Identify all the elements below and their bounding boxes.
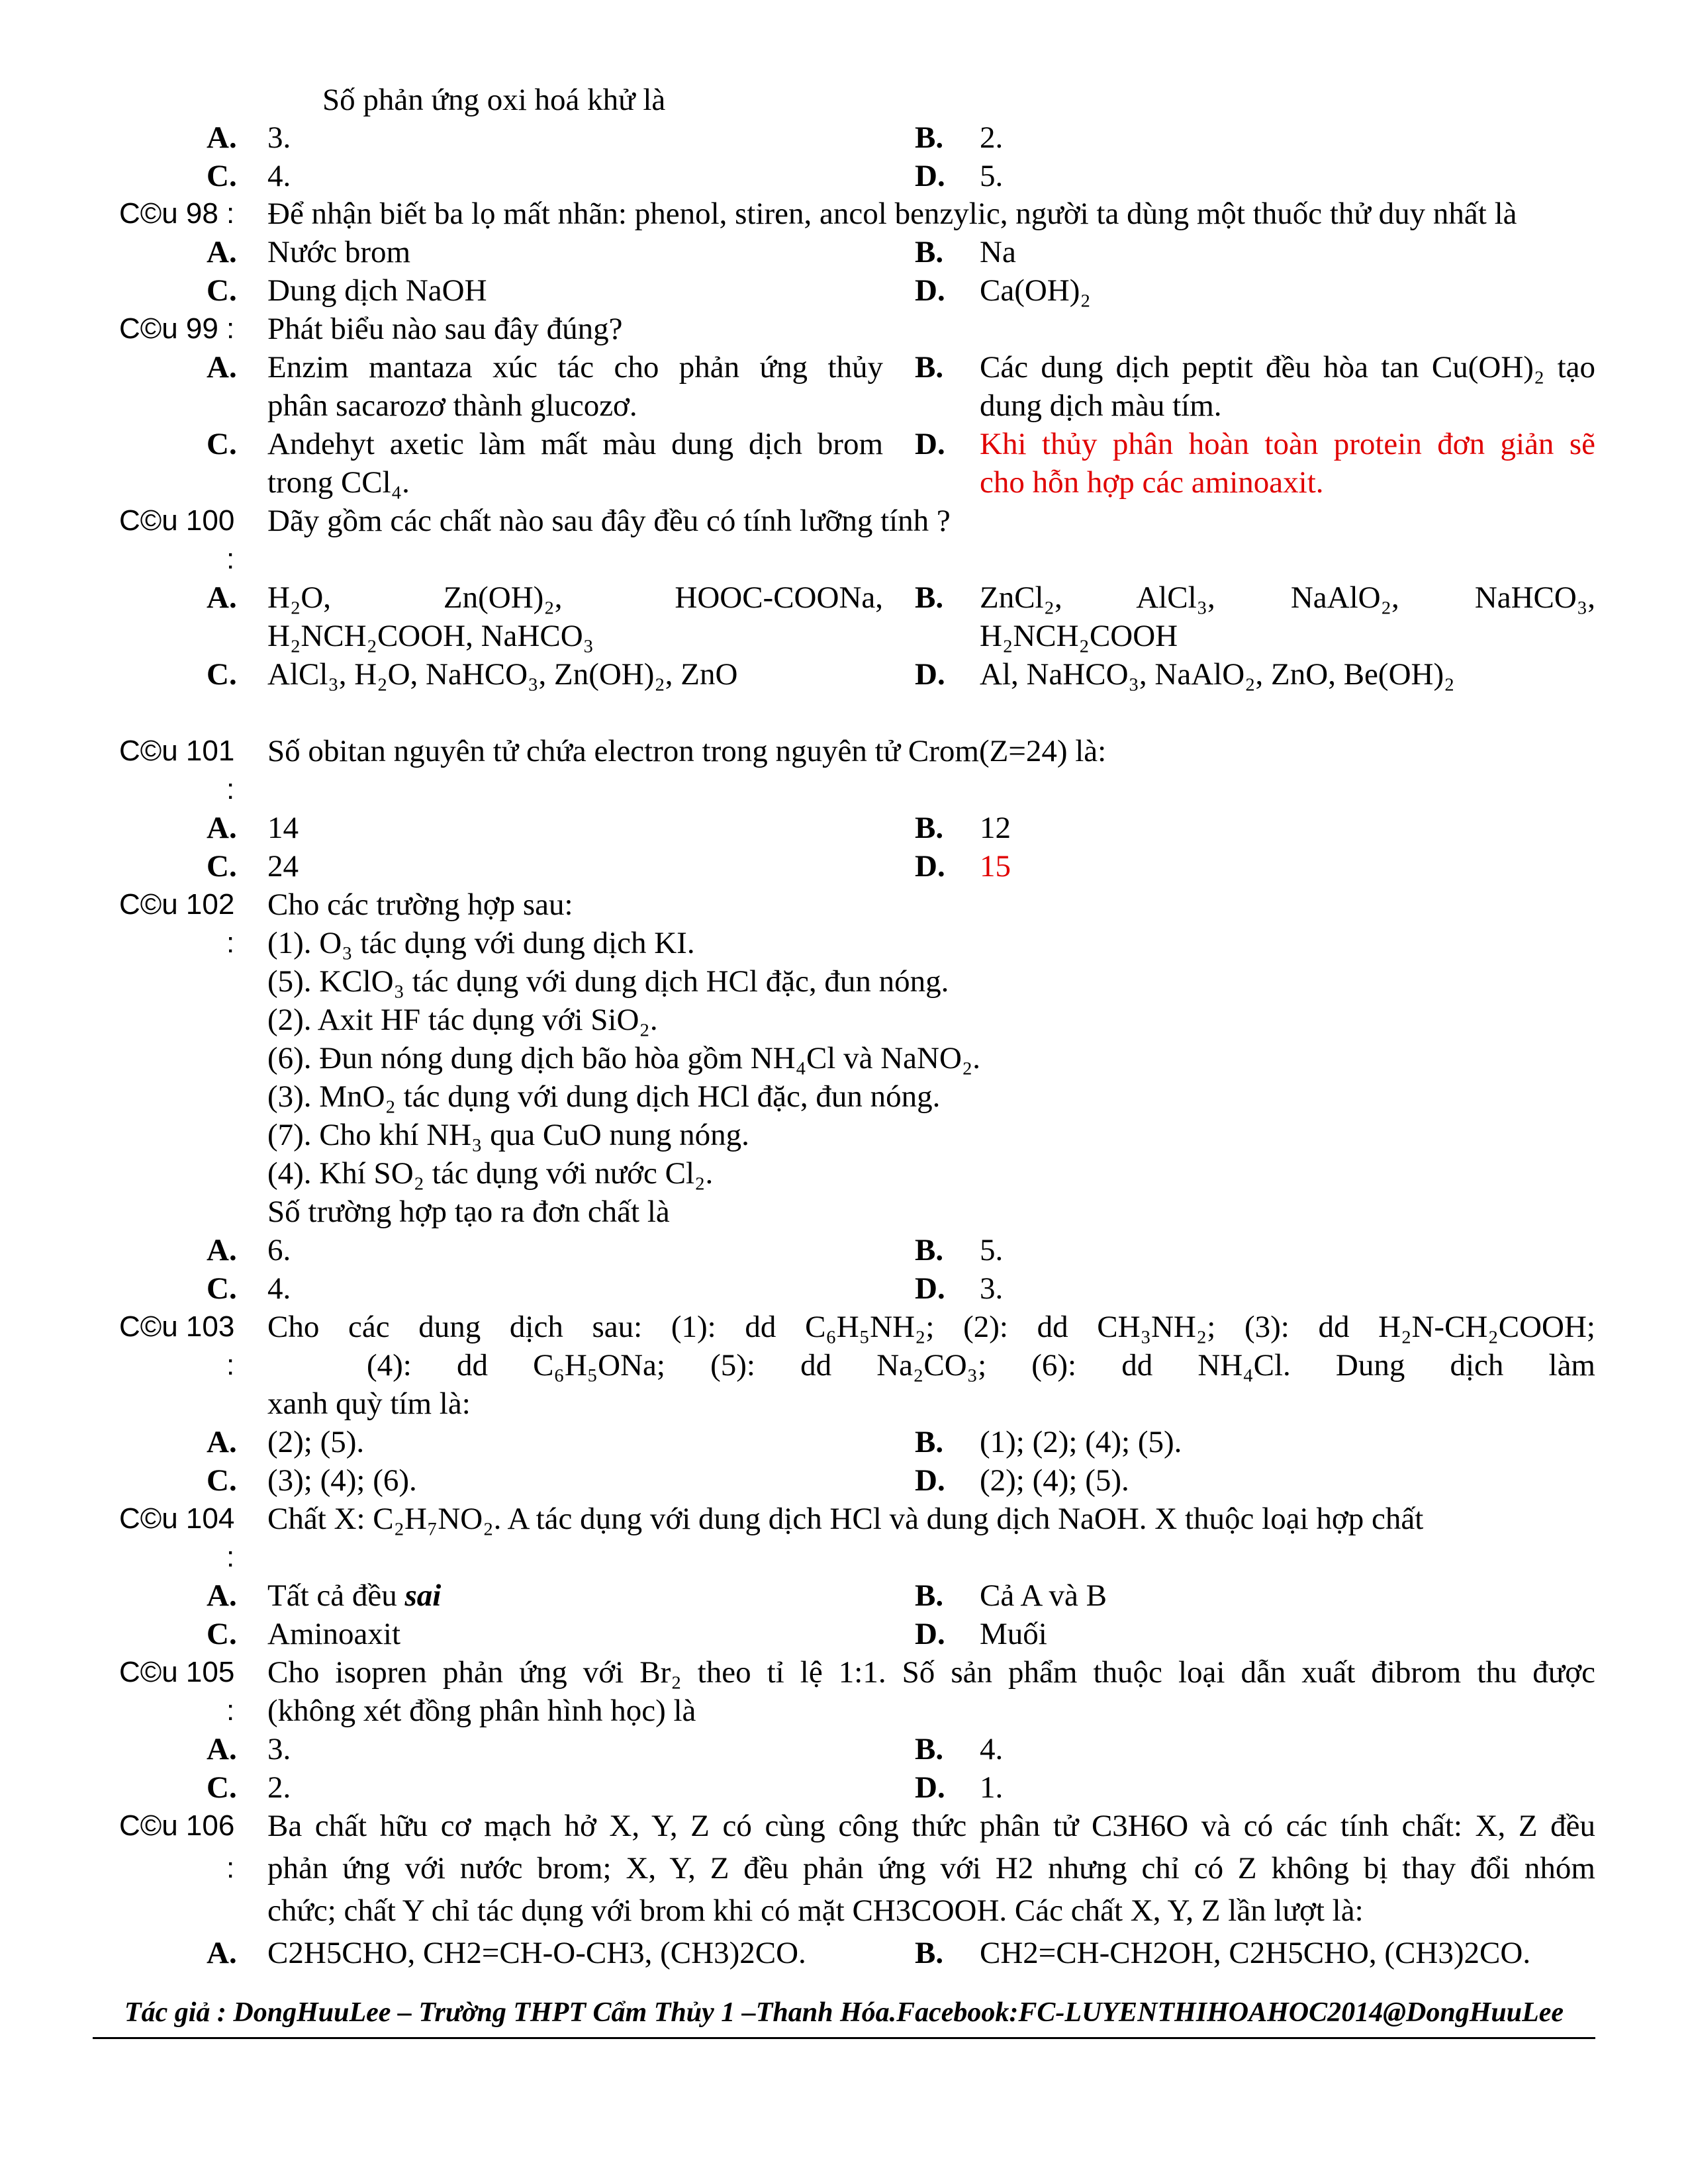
q101-label-b: B. bbox=[915, 811, 944, 845]
q103-number: C©u 103 bbox=[119, 1310, 235, 1343]
q105-option-a: 3. bbox=[267, 1732, 291, 1766]
q103-option-c: (3); (4); (6). bbox=[267, 1463, 417, 1498]
q101-option-c: 24 bbox=[267, 849, 299, 884]
q102-item: (4). Khí SO₂ tác dụng với nước Cl₂. bbox=[267, 1156, 714, 1191]
q100-number: C©u 100 bbox=[119, 504, 235, 537]
q103-option-d: (2); (4); (5). bbox=[980, 1463, 1129, 1498]
q99-label-a: A. bbox=[207, 350, 237, 385]
q97-label-a: A. bbox=[207, 120, 237, 155]
q102-question: Cho các trường hợp sau: bbox=[267, 887, 573, 922]
q99-question: Phát biểu nào sau đây đúng? bbox=[267, 312, 623, 346]
q105-label-a: A. bbox=[207, 1732, 237, 1766]
q97-option-d: 5. bbox=[980, 159, 1004, 193]
q104-colon: : bbox=[226, 1541, 235, 1573]
q102-option-b: 5. bbox=[980, 1233, 1004, 1267]
q105-line1: Cho isopren phản ứng với Br₂ theo tỉ lệ 1:1. Số sản phẩm thuộc loại dẫn xuất đibrom thu được bbox=[267, 1655, 1595, 1690]
q104-number: C©u 104 bbox=[119, 1502, 235, 1535]
q105-label-d: D. bbox=[915, 1770, 945, 1805]
q99-option-a-line1: Enzim mantaza xúc tác cho phản ứng thủy bbox=[267, 350, 883, 385]
q105-line2: (không xét đồng phân hình học) là bbox=[267, 1694, 696, 1728]
q104-question: Chất X: C₂H₇NO₂. A tác dụng với dung dịch HCl và dung dịch NaOH. X thuộc loại hợp chất bbox=[267, 1502, 1424, 1536]
q103-option-a: (2); (5). bbox=[267, 1425, 365, 1459]
q100-label-b: B. bbox=[915, 580, 944, 615]
q105-colon: : bbox=[226, 1694, 235, 1727]
q104-option-a-emphasis: sai bbox=[404, 1578, 442, 1613]
q97-tail: Số phản ứng oxi hoá khử là bbox=[322, 83, 666, 117]
q98-question: Để nhận biết ba lọ mất nhãn: phenol, stiren, ancol benzylic, người ta dùng một thuốc thử duy nhất là bbox=[267, 197, 1517, 231]
q106-label-a: A. bbox=[207, 1936, 237, 1970]
q98-option-c: Dung dịch NaOH bbox=[267, 273, 487, 308]
q98-label-b: B. bbox=[915, 235, 944, 269]
q99-option-b-line2: dung dịch màu tím. bbox=[980, 388, 1222, 423]
q102-option-a: 6. bbox=[267, 1233, 291, 1267]
q101-label-c: C. bbox=[207, 849, 237, 884]
q103-label-d: D. bbox=[915, 1463, 945, 1498]
q104-option-d: Muối bbox=[980, 1617, 1047, 1651]
q104-label-b: B. bbox=[915, 1578, 944, 1613]
q100-colon: : bbox=[226, 543, 235, 575]
q103-line3: xanh quỳ tím là: bbox=[267, 1387, 471, 1421]
q105-option-d: 1. bbox=[980, 1770, 1004, 1805]
q100-label-c: C. bbox=[207, 657, 237, 692]
q97-label-b: B. bbox=[915, 120, 944, 155]
q102-item: (6). Đun nóng dung dịch bão hòa gồm NH₄Cl và NaNO₂. bbox=[267, 1041, 981, 1075]
q100-option-a-line1: H₂O, Zn(OH)₂, HOOC-COONa, bbox=[267, 580, 883, 615]
q102-item: (3). MnO₂ tác dụng với dung dịch HCl đặc, đun nóng. bbox=[267, 1079, 941, 1114]
q98-label-a: A. bbox=[207, 235, 237, 269]
q103-colon: : bbox=[226, 1349, 235, 1381]
q106-number: C©u 106 bbox=[119, 1809, 235, 1842]
q105-label-c: C. bbox=[207, 1770, 237, 1805]
q106-colon: : bbox=[226, 1852, 235, 1884]
q106-option-b: CH2=CH-CH2OH, C2H5CHO, (CH3)2CO. bbox=[980, 1936, 1531, 1970]
q100-option-a-line2: H₂NCH₂COOH, NaHCO₃ bbox=[267, 619, 594, 653]
q104-option-b: Cả A và B bbox=[980, 1578, 1107, 1613]
q102-item: (5). KClO₃ tác dụng với dung dịch HCl đặc, đun nóng. bbox=[267, 964, 949, 999]
q103-label-b: B. bbox=[915, 1425, 944, 1459]
q100-label-d: D. bbox=[915, 657, 945, 692]
q101-question: Số obitan nguyên tử chứa electron trong nguyên tử Crom(Z=24) là: bbox=[267, 734, 1107, 768]
q101-label-a: A. bbox=[207, 811, 237, 845]
q102-option-c: 4. bbox=[267, 1271, 291, 1306]
q99-label-c: C. bbox=[207, 427, 237, 461]
q98-number: C©u 98 : bbox=[119, 197, 235, 230]
q99-number: C©u 99 : bbox=[119, 312, 235, 345]
q104-option-a bbox=[267, 1576, 441, 1615]
q102-label-c: C. bbox=[207, 1271, 237, 1306]
q100-option-b-line1: ZnCl₂, AlCl₃, NaAlO₂, NaHCO₃, bbox=[980, 580, 1595, 615]
q102-label-a: A. bbox=[207, 1233, 237, 1267]
q106-label-b: B. bbox=[915, 1936, 944, 1970]
q102-label-b: B. bbox=[915, 1233, 944, 1267]
q99-option-d-line1: Khi thủy phân hoàn toàn protein đơn giản sẽ bbox=[980, 427, 1595, 461]
q102-colon: : bbox=[226, 927, 235, 959]
q98-option-d: Ca(OH)₂ bbox=[980, 273, 1091, 308]
q106-option-a: C2H5CHO, CH2=CH-O-CH3, (CH3)2CO. bbox=[267, 1936, 806, 1970]
q98-option-a: Nước brom bbox=[267, 235, 411, 269]
q97-option-a: 3. bbox=[267, 120, 291, 155]
q104-label-d: D. bbox=[915, 1617, 945, 1651]
q100-label-a: A. bbox=[207, 580, 237, 615]
q101-colon: : bbox=[226, 773, 235, 805]
q99-label-b: B. bbox=[915, 350, 944, 385]
q99-option-d-line2: cho hỗn hợp các aminoaxit. bbox=[980, 465, 1324, 500]
q100-option-c: AlCl₃, H₂O, NaHCO₃, Zn(OH)₂, ZnO bbox=[267, 657, 738, 692]
q100-option-b-line2: H₂NCH₂COOH bbox=[980, 619, 1178, 653]
q102-item: (1). O₃ tác dụng với dung dịch KI. bbox=[267, 926, 695, 960]
q106-line1: Ba chất hữu cơ mạch hở X, Y, Z có cùng công thức phân tử C3H6O và có các tính chất: X, Z đều bbox=[267, 1809, 1595, 1843]
q99-label-d: D. bbox=[915, 427, 945, 461]
q104-label-a: A. bbox=[207, 1578, 237, 1613]
q104-option-a-text: Tất cả đều bbox=[267, 1578, 405, 1613]
q105-option-c: 2. bbox=[267, 1770, 291, 1805]
q105-label-b: B. bbox=[915, 1732, 944, 1766]
q102-option-d: 3. bbox=[980, 1271, 1004, 1306]
q97-label-d: D. bbox=[915, 159, 945, 193]
q98-label-c: C. bbox=[207, 273, 237, 308]
footer-rule bbox=[93, 2037, 1595, 2039]
q101-option-b: 12 bbox=[980, 811, 1011, 845]
q102-item: (2). Axit HF tác dụng với SiO₂. bbox=[267, 1003, 658, 1037]
q101-option-d: 15 bbox=[980, 849, 1011, 884]
q97-option-b: 2. bbox=[980, 120, 1004, 155]
q100-question: Dãy gồm các chất nào sau đây đều có tính lưỡng tính ? bbox=[267, 504, 951, 538]
q99-option-b-line1: Các dung dịch peptit đều hòa tan Cu(OH)₂ tạo bbox=[980, 350, 1595, 385]
q103-option-b: (1); (2); (4); (5). bbox=[980, 1425, 1182, 1459]
q102-number: C©u 102 bbox=[119, 888, 235, 921]
q99-option-a-line2: phân sacarozơ thành glucozơ. bbox=[267, 388, 637, 423]
q105-number: C©u 105 bbox=[119, 1656, 235, 1688]
q101-number: C©u 101 bbox=[119, 735, 235, 767]
q104-option-c: Aminoaxit bbox=[267, 1617, 401, 1651]
page-footer: Tác giả : DongHuuLee – Trường THPT Cẩm Thủy 1 –Thanh Hóa.Facebook:FC-LUYENTHIHOAHOC2014@DongHuuLee bbox=[124, 1997, 1564, 2028]
q102-label-d: D. bbox=[915, 1271, 945, 1306]
q97-label-c: C. bbox=[207, 159, 237, 193]
q97-option-c: 4. bbox=[267, 159, 291, 193]
q102-item: (7). Cho khí NH₃ qua CuO nung nóng. bbox=[267, 1118, 749, 1152]
q105-option-b: 4. bbox=[980, 1732, 1004, 1766]
q101-option-a: 14 bbox=[267, 811, 299, 845]
q103-line2: (4): dd C₆H₅ONa; (5): dd Na₂CO₃; (6): dd NH₄Cl. Dung dịch làm bbox=[367, 1348, 1595, 1383]
q103-line1: Cho các dung dịch sau: (1): dd C₆H₅NH₂; (2): dd CH₃NH₂; (3): dd H₂N-CH₂COOH; bbox=[267, 1310, 1595, 1344]
q106-line3: chức; chất Y chỉ tác dụng với brom khi có mặt CH3COOH. Các chất X, Y, Z lần lượt là: bbox=[267, 1893, 1364, 1928]
q98-label-d: D. bbox=[915, 273, 945, 308]
q98-option-b: Na bbox=[980, 235, 1016, 269]
q103-label-c: C. bbox=[207, 1463, 237, 1498]
q106-line2: phản ứng với nước brom; X, Y, Z đều phản ứng với H2 nhưng chỉ có Z không bị thay đổi nhóm bbox=[267, 1851, 1595, 1886]
q99-option-c-line1: Andehyt axetic làm mất màu dung dịch brom bbox=[267, 427, 883, 461]
q101-label-d: D. bbox=[915, 849, 945, 884]
q104-label-c: C. bbox=[207, 1617, 237, 1651]
q103-label-a: A. bbox=[207, 1425, 237, 1459]
q99-option-c-line2: trong CCl₄. bbox=[267, 465, 410, 500]
q102-ask: Số trường hợp tạo ra đơn chất là bbox=[267, 1195, 670, 1229]
q100-option-d: Al, NaHCO₃, NaAlO₂, ZnO, Be(OH)₂ bbox=[980, 657, 1455, 692]
